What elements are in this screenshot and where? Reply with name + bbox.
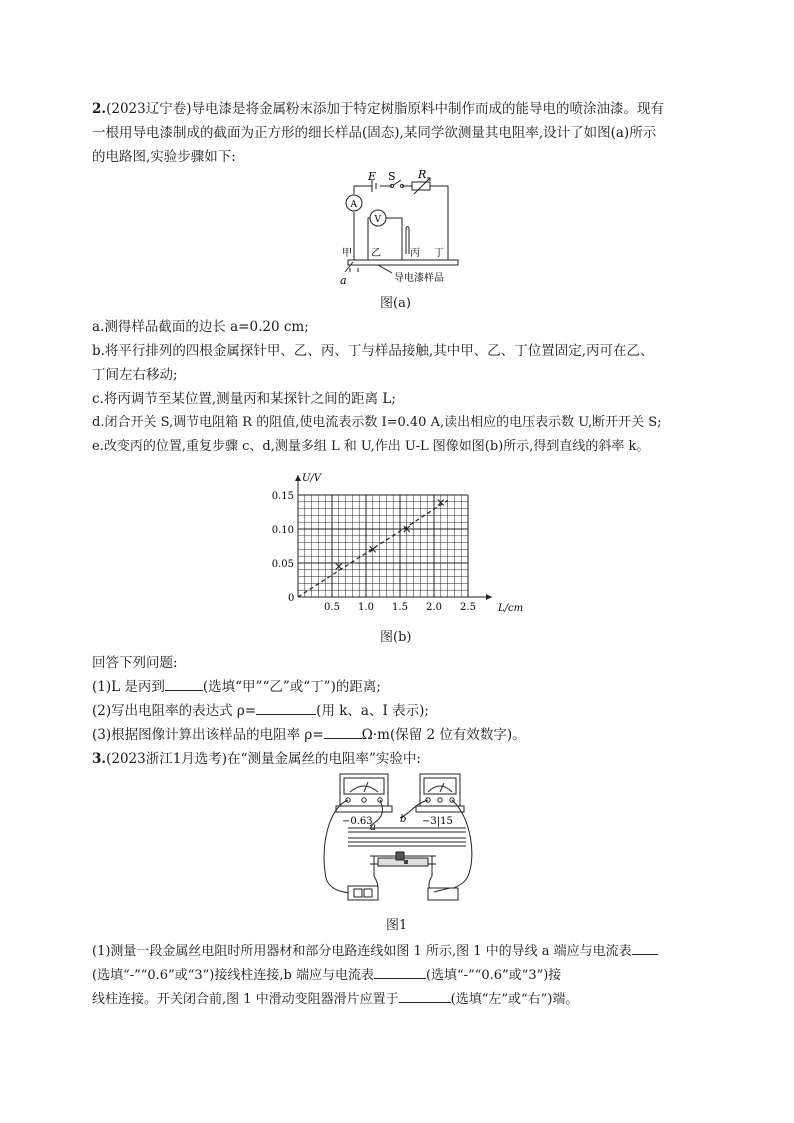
- ammeter-terminal-label: −0.63: [342, 816, 373, 827]
- q2-line3: 的电路图,实验步骤如下:: [92, 149, 236, 165]
- voltmeter-terminal-label: −3|15: [422, 816, 453, 827]
- step-e: e.改变丙的位置,重复步骤 c、d,测量多组 L 和 U,作出 U-L 图像如图(b)所示,得到直线的斜率 k。: [92, 439, 650, 454]
- voltmeter-icon: V: [374, 215, 381, 225]
- answer-blank-5[interactable]: [374, 964, 426, 979]
- circuit-figure-a: [330, 168, 470, 290]
- x-tick-label: 2.0: [426, 602, 442, 613]
- sub-question-3-text: (3)根据图像计算出该样品的电阻率 ρ=: [92, 727, 324, 743]
- label-ding: 丁: [434, 248, 444, 259]
- figure-b-caption: 图(b): [380, 630, 412, 645]
- label-S: S: [388, 170, 396, 183]
- q2-number: 2.: [92, 101, 107, 117]
- label-a: a: [340, 274, 347, 287]
- answer-blank-2[interactable]: [256, 700, 316, 715]
- figure-1-caption: 图1: [386, 918, 408, 933]
- label-sample: 导电漆样品: [394, 273, 444, 284]
- origin-label: 0: [288, 593, 295, 604]
- q3-line1-text: (1)测量一段金属丝电阻时所用器材和部分电路连线如图 1 所示,图 1 中的导线 a 端应与电流表: [92, 944, 632, 959]
- answer-blank-1[interactable]: [165, 676, 203, 691]
- label-R: R: [418, 168, 427, 181]
- label-yi: 乙: [371, 248, 381, 259]
- sub-question-1-text: (1)L 是丙到: [92, 679, 165, 695]
- x-tick-label: 0.5: [324, 602, 340, 613]
- q3-line2: [92, 964, 712, 987]
- answer-blank-6[interactable]: [399, 988, 451, 1003]
- y-tick-label: 0.10: [271, 525, 294, 536]
- sub-question-1: [92, 676, 712, 698]
- y-tick-label: 0.05: [271, 559, 294, 570]
- q2-line2: 一根用导电漆制成的截面为正方形的细长样品(固态),某同学欲测量其电阻率,设计了如图(a)所示: [92, 125, 657, 141]
- ammeter-icon: A: [350, 200, 357, 210]
- sub-question-2: [92, 700, 712, 722]
- q3-line3: [92, 988, 712, 1011]
- q2-text: (2023辽宁卷)导电漆是将金属粉末添加于特定树脂原料中制作而成的能导电的喷涂油漆。现有: [106, 101, 664, 117]
- sub-question-2-text: (2)写出电阻率的表达式 ρ=: [92, 703, 257, 719]
- x-tick-label: 1.0: [358, 602, 374, 613]
- x-axis-label: L/cm: [498, 603, 524, 614]
- q3-intro: [92, 748, 712, 770]
- figure-a-caption: 图(a): [380, 296, 411, 311]
- y-tick-label: 0.15: [271, 491, 294, 502]
- x-axis-arrow: [486, 594, 492, 600]
- wire-label-b: b: [400, 814, 407, 825]
- sub-question-3: [92, 724, 712, 746]
- q3-line2-text: (选填“-”“0.6”或“3”)接线柱连接,b 端应与电流表: [92, 968, 374, 983]
- label-bing: 丙: [410, 248, 420, 259]
- sub-question-1-options: (选填“甲”“乙”或“丁”)的距离;: [202, 679, 381, 695]
- sub-question-3-unit: Ω·m(保留 2 位有效数字)。: [361, 727, 526, 743]
- x-tick-label: 1.5: [392, 602, 408, 613]
- q3-line2-options: (选填“-”“0.6”或“3”)接: [425, 968, 562, 983]
- q3-intro-text: (2023浙江1月选考)在“测量金属丝的电阻率”实验中:: [106, 751, 421, 767]
- y-axis-arrow: [295, 475, 301, 481]
- step-b-line1: b.将平行排列的四根金属探针甲、乙、丙、丁与样品接触,其中甲、乙、丁位置固定,丙可在乙、: [92, 343, 654, 359]
- q3-number: 3.: [92, 751, 107, 767]
- answer-blank-4[interactable]: [632, 940, 658, 955]
- step-b-line2: 丁间左右移动;: [92, 367, 178, 383]
- x-tick-label: 2.5: [460, 602, 476, 613]
- label-E: E: [368, 170, 377, 183]
- wire-label-a: a: [370, 822, 376, 833]
- y-axis-label: U/V: [302, 473, 322, 484]
- apparatus-figure-1: [318, 768, 478, 910]
- label-jia: 甲: [342, 248, 352, 259]
- answer-blank-3[interactable]: [324, 724, 362, 739]
- answer-intro: 回答下列问题:: [92, 655, 178, 671]
- step-c: c.将丙调节至某位置,测量丙和某探针之间的距离 L;: [92, 391, 396, 407]
- sub-question-2-hint: (用 k、a、I 表示);: [316, 703, 429, 719]
- q2-line1: [92, 98, 712, 120]
- u-l-chart: [268, 466, 528, 622]
- q3-line3-text: 线柱连接。开关闭合前,图 1 中滑动变阻器滑片应置于: [92, 992, 399, 1007]
- step-a: a.测得样品截面的边长 a=0.20 cm;: [92, 319, 309, 335]
- q3-line1: [92, 940, 712, 963]
- q3-line3-options: (选填“左”或“右”)端。: [450, 992, 579, 1007]
- step-d: d.闭合开关 S,调节电阻箱 R 的阻值,使电流表示数 I=0.40 A,读出相应的电压表示数 U,断开开关 S;: [92, 415, 662, 430]
